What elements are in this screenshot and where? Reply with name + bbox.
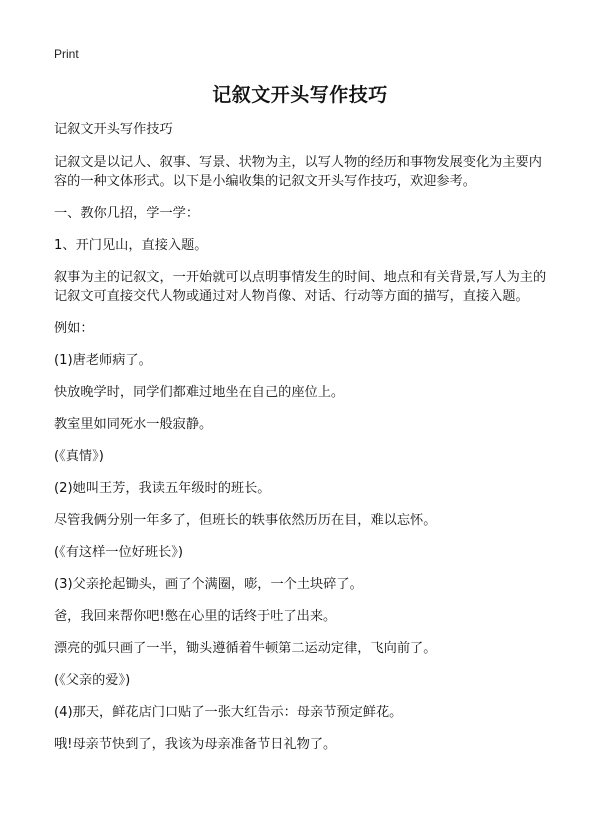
paragraph: 爸，我回来帮你吧!憋在心里的话终于吐了出来。 (54, 609, 337, 624)
paragraph: 漂亮的弧只画了一半，锄头遵循着牛顿第二运动定律，飞向前了。 (54, 641, 437, 656)
paragraph: (2)她叫王芳，我读五年级时的班长。 (54, 481, 271, 496)
paragraph: 叙事为主的记叙文，一开始就可以点明事情发生的时间、地点和有关背景,写人为主的记叙文可直接交代人物或通过对人物肖像、对话、行动等方面的描写，直接入题。 (54, 270, 547, 304)
paragraph: 哦!母亲节快到了，我该为母亲准备节日礼物了。 (54, 737, 337, 752)
document-body (54, 120, 550, 767)
paragraph: (4)那天，鲜花店门口贴了一张大红告示：母亲节预定鲜花。 (54, 705, 403, 720)
document-title: 记叙文开头写作技巧 (212, 84, 388, 106)
paragraph: 教室里如同死水一般寂静。 (54, 417, 213, 432)
paragraph: 尽管我俩分别一年多了，但班长的轶事依然历历在目，难以忘怀。 (54, 513, 437, 528)
paragraph: 例如： (54, 321, 94, 336)
paragraph: (《有这样一位好班长》) (54, 545, 183, 560)
paragraph: (3)父亲抡起锄头，画了个满圈，嘭，一个土块碎了。 (54, 577, 363, 592)
paragraph: 记叙文开头写作技巧 (54, 122, 173, 137)
paragraph: 快放晚学时，同学们都难过地坐在自己的座位上。 (54, 385, 345, 400)
paragraph: (《真情》) (54, 449, 104, 464)
paragraph: 记叙文是以记人、叙事、写景、状物为主，以写人物的经历和事物发展变化为主要内容的一种文体形式。以下是小编收集的记叙文开头写作技巧，欢迎参考。 (54, 155, 542, 189)
print-label: Print (54, 47, 79, 61)
paragraph: (《父亲的爱》) (54, 673, 131, 688)
paragraph: 1、开门见山，直接入题。 (54, 238, 208, 253)
paragraph: (1)唐老师病了。 (54, 353, 152, 368)
paragraph: 一、教你几招，学一学： (54, 206, 200, 221)
